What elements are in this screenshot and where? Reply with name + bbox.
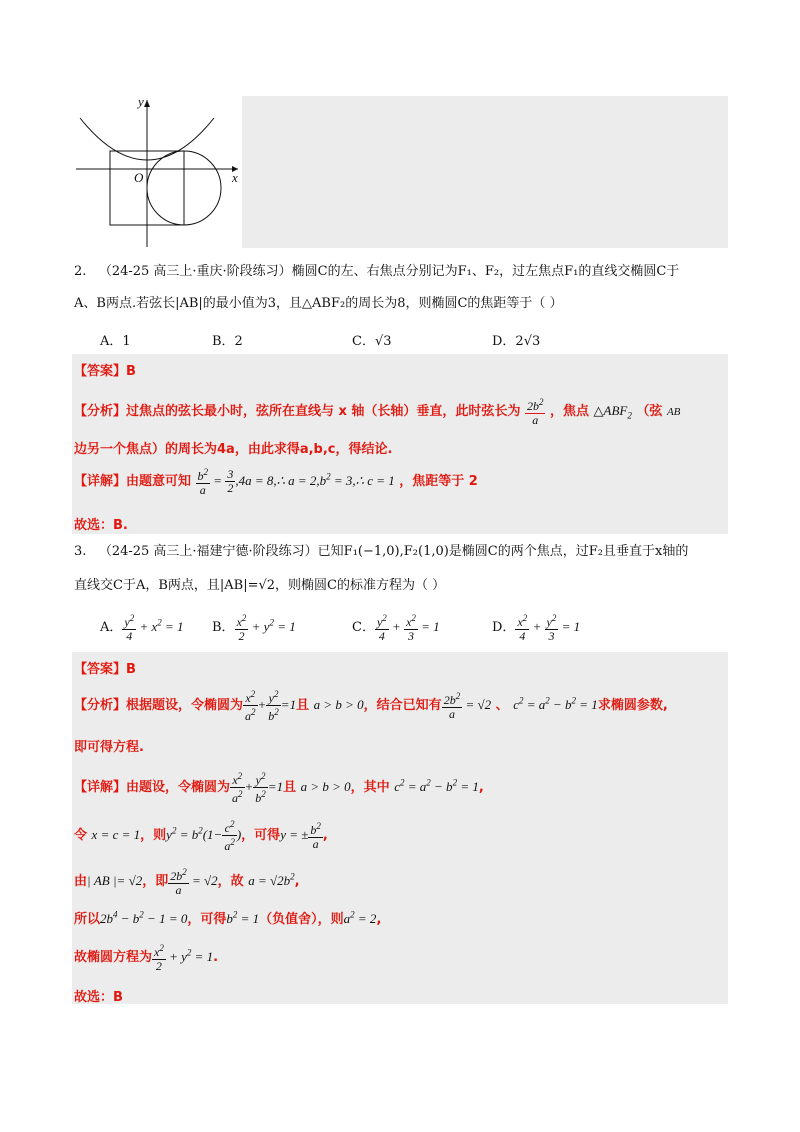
q3-option-b: B． $\frac{x^2}{2}$ + $y^2 = 1$ xyxy=(212,613,296,643)
q3-choose: 故选：B xyxy=(74,990,123,1005)
origin-label: O xyxy=(134,170,144,185)
q2-stem-line2: A、B两点.若弦长|AB|的最小值为3，且△ABF₂的周长为8，则椭圆C的焦距等于（ ） xyxy=(74,296,563,311)
q3-analysis-line2: 即可得方程. xyxy=(74,740,144,755)
q3-stem-line2: 直线交C于A，B两点，且|AB|=√2，则椭圆C的标准方程为（ ） xyxy=(74,578,446,593)
q2-option-a: A．1 xyxy=(100,334,131,349)
y-axis-label: y xyxy=(138,94,144,109)
q3-detail-line5: 故椭圆方程为 $\frac{x^2}{2}$ + $y^2 = 1$. xyxy=(74,943,219,973)
q3-stem-line1: 3. （24-25 高三上·福建宁德·阶段练习）已知F₁(−1,0),F₂(1,0)是椭圆C的两个焦点，过F₂且垂直于x轴的 xyxy=(74,544,689,559)
q2-answer: 【答案】B xyxy=(74,364,136,379)
q2-stem-line1: 2. （24-25 高三上·重庆·阶段练习）椭圆C的左、右焦点分别记为F₁、F₂，过左焦点F₁的直线交椭圆C于 xyxy=(74,264,680,279)
q2-option-c: C．√3 xyxy=(352,334,392,349)
figure-right-panel xyxy=(242,96,728,248)
coordinate-figure xyxy=(72,92,242,252)
q3-detail-line2: 令 x = c = 1，则$y^2 = b^2(1-$ $\frac{c^2}{a^2}$ )，可得y = ± $\frac{b^2}{a}$ , xyxy=(74,819,328,853)
q2-analysis-line2: 边另一个焦点）的周长为4a，由此求得a,b,c，得结论. xyxy=(74,442,393,457)
q2-option-b: B．2 xyxy=(212,334,243,349)
q3-answer: 【答案】B xyxy=(74,662,136,677)
q3-detail-line3: 由| AB |= √2，即 $\frac{2b^2}{a}$ = √2，故 $a = √2b^2$, xyxy=(74,867,300,897)
x-axis-label: x xyxy=(232,170,238,185)
q2-analysis-line1: 【分析】过焦点的弦长最小时，弦所在直线与 x 轴（长轴）垂直，此时弦长为 $\frac{2b^2}{a}$ ，焦点 $\triangle ABF_2$ （弦 AB xyxy=(74,397,681,427)
q3-option-a: A． $\frac{y^2}{4}$ + $x^2 = 1$ xyxy=(100,613,184,643)
q3-analysis-line1: 【分析】根据题设，令椭圆为 $\frac{x^2}{a^2}$ + $\frac{y^2}{b^2}$ =1且 a > b > 0，结合已知有 $\frac{2b^2}{a}$ = √2 、 $c^2 = a^2 - b^2 = 1$求椭圆参数, xyxy=(74,689,668,723)
q3-detail-line4: 所以$2b^4 - b^2 - 1 = 0$，可得$b^2 = 1$（负值舍），则$a^2 = 2$, xyxy=(74,909,382,927)
q3-option-d: D． $\frac{x^2}{4}$ + $\frac{y^2}{3}$ = 1 xyxy=(492,613,581,643)
q2-choose: 故选：B. xyxy=(74,518,128,533)
q3-detail-line1: 【详解】由题设，令椭圆为 $\frac{x^2}{a^2}$ + $\frac{y^2}{b^2}$ =1且 a > b > 0，其中 $c^2 = a^2 - b^2 = 1$, xyxy=(74,771,484,805)
q2-option-d: D．2√3 xyxy=(492,334,541,349)
q3-option-c: C． $\frac{y^2}{4}$ + $\frac{x^2}{3}$ = 1 xyxy=(352,613,440,643)
figure xyxy=(72,92,242,252)
q2-detail: 【详解】由题意可知 $\frac{b^2}{a}$ = $\frac{3}{2}$ ,4a = 8,∴ $a = 2,b^2$ = 3,∴ c = 1 ，焦距等于 2 xyxy=(74,467,478,497)
